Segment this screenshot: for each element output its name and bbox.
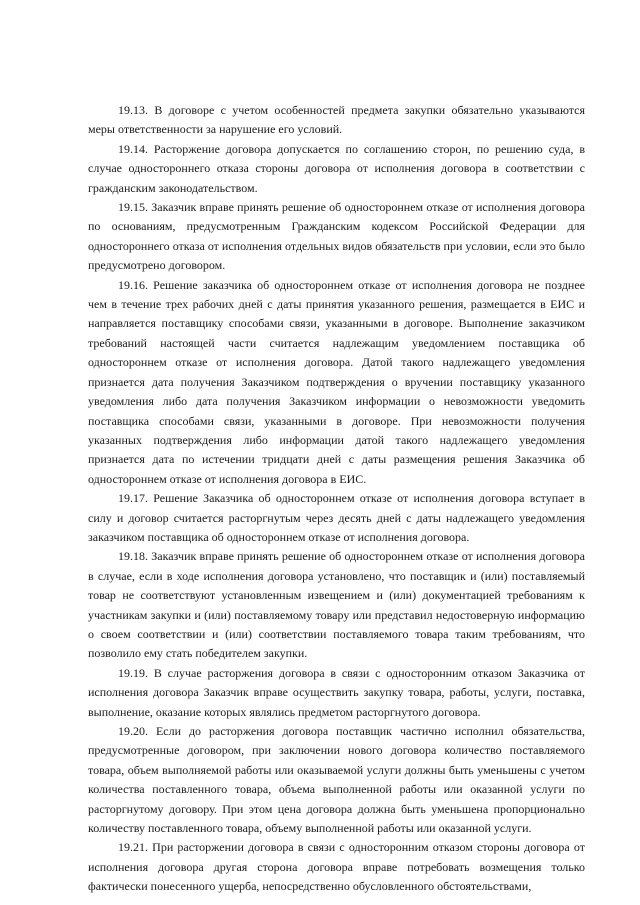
clause-19-20: 19.20. Если до расторжения договора поставщик частично исполнил обязательства, предусмотренные договором, при заключении нового договора количество поставляемого товара, объем выполняемой работы или оказываемой услуги должны быть уменьшены с учетом количества поставленного товара, объема выполненной работы или оказанной услуги по расторгнутому договору. При этом цена договора должна быть уменьшена пропорционально количеству поставленного товара, объему выполненной работы или оказанной услуги. xyxy=(88,724,585,836)
clause-19-16: 19.16. Решение заказчика об одностороннем отказе от исполнения договора не позднее чем в течение трех рабочих дней с даты принятия указанного решения, размещается в ЕИС и направляется поставщику способами связи, указанными в договоре. Выполнение заказчиком требований настоящей части считается надлежащим уведомлением поставщика об одностороннем отказе от исполнения договора. Датой такого надлежащего уведомления признается дата получения Заказчиком подтверждения о вручении поставщику указанного уведомления либо дата получения Заказчиком информации о невозможности уведомить поставщика способами связи, указанными в договоре. При невозможности получения указанных подтверждения либо информации датой такого надлежащего уведомления признается дата по истечении тридцати дней с даты размещения решения Заказчика об одностороннем отказе от исполнения договора в ЕИС. xyxy=(88,277,585,486)
clause-19-21: 19.21. При расторжении договора в связи с односторонним отказом стороны договора от исполнения договора другая сторона договора вправе потребовать возмещения только фактически понесенного ущерба, непосредственно обусловленного обстоятельствами, xyxy=(88,840,585,894)
clause-19-14: 19.14. Расторжение договора допускается по соглашению сторон, по решению суда, в случае одностороннего отказа стороны договора от исполнения договора в соответствии с гражданским законодательством. xyxy=(88,141,585,195)
document-body xyxy=(88,101,585,897)
clause-19-19: 19.19. В случае расторжения договора в связи с односторонним отказом Заказчика от исполнения договора Заказчик вправе осуществить закупку товара, работы, услуги, поставка, выполнение, оказание которых являлись предметом расторгнутого договора. xyxy=(88,665,585,719)
clause-19-15: 19.15. Заказчик вправе принять решение об одностороннем отказе от исполнения договора по основаниям, предусмотренным Гражданским кодексом Российской Федерации для одностороннего отказа от исполнения отдельных видов обязательств при условии, если это было предусмотрено договором. xyxy=(88,200,585,273)
clause-19-18: 19.18. Заказчик вправе принять решение об одностороннем отказе от исполнения договора в случае, если в ходе исполнения договора установлено, что поставщик и (или) поставляемый товар не соответствуют установленным извещением и (или) документацией требованиям к участникам закупки и (или) поставляемому товару или представил недостоверную информацию о своем соответствии и (или) соответствии поставляемого товара таким требованиям, что позволило ему стать победителем закупки. xyxy=(88,549,585,661)
clause-19-17: 19.17. Решение Заказчика об одностороннем отказе от исполнения договора вступает в силу и договор считается расторгнутым через десять дней с даты надлежащего уведомления заказчиком поставщика об одностороннем отказе от исполнения договора. xyxy=(88,491,585,544)
clause-19-13: 19.13. В договоре с учетом особенностей предмета закупки обязательно указываются меры ответственности за нарушение его условий. xyxy=(88,103,585,137)
